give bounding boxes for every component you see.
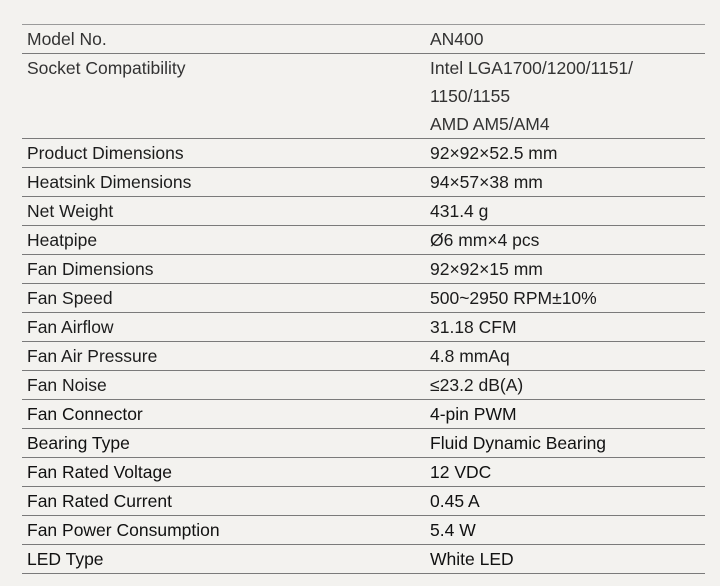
spec-label: Fan Airflow bbox=[22, 313, 425, 342]
spec-value-line: 92×92×15 mm bbox=[430, 259, 543, 279]
table-row-fan-rated-voltage bbox=[22, 458, 705, 487]
spec-label: Fan Air Pressure bbox=[22, 342, 425, 371]
table-row-product-dimensions bbox=[22, 139, 705, 168]
spec-label: Fan Rated Current bbox=[22, 487, 425, 516]
spec-value-line: ≤23.2 dB(A) bbox=[430, 375, 524, 395]
table-row-fan-speed bbox=[22, 284, 705, 313]
spec-value-line: 431.4 g bbox=[430, 201, 489, 221]
spec-label: LED Type bbox=[22, 545, 425, 574]
spec-value bbox=[425, 54, 705, 139]
table-row-fan-connector bbox=[22, 400, 705, 429]
spec-value bbox=[425, 284, 705, 313]
spec-label: Heatpipe bbox=[22, 226, 425, 255]
table-row-heatpipe bbox=[22, 226, 705, 255]
spec-value bbox=[425, 429, 705, 458]
spec-value bbox=[425, 545, 705, 574]
spec-value-line: 92×92×52.5 mm bbox=[430, 143, 558, 163]
spec-label: Heatsink Dimensions bbox=[22, 168, 425, 197]
spec-value-line: 5.4 W bbox=[430, 520, 476, 540]
table-row-bearing-type bbox=[22, 429, 705, 458]
spec-label: Model No. bbox=[22, 25, 425, 54]
spec-value-line: 12 VDC bbox=[430, 462, 492, 482]
spec-label: Product Dimensions bbox=[22, 139, 425, 168]
table-row-socket-compatibility bbox=[22, 54, 705, 139]
table-row-fan-airflow bbox=[22, 313, 705, 342]
spec-label: Fan Speed bbox=[22, 284, 425, 313]
spec-value-line: 4-pin PWM bbox=[430, 404, 517, 424]
table-row-fan-air-pressure bbox=[22, 342, 705, 371]
spec-value-line: 1150/1155 bbox=[430, 86, 511, 106]
table-row-model-no bbox=[22, 25, 705, 54]
spec-value-line: AMD AM5/AM4 bbox=[430, 114, 550, 134]
spec-value-line: 0.45 A bbox=[430, 491, 480, 511]
spec-value bbox=[425, 400, 705, 429]
spec-label: Fan Connector bbox=[22, 400, 425, 429]
spec-value-line: 94×57×38 mm bbox=[430, 172, 543, 192]
spec-value-line: 31.18 CFM bbox=[430, 317, 517, 337]
spec-value bbox=[425, 516, 705, 545]
spec-value bbox=[425, 226, 705, 255]
spec-value bbox=[425, 197, 705, 226]
table-row-fan-rated-current bbox=[22, 487, 705, 516]
spec-label: Fan Dimensions bbox=[22, 255, 425, 284]
spec-value bbox=[425, 342, 705, 371]
table-row-fan-dimensions bbox=[22, 255, 705, 284]
table-row-net-weight bbox=[22, 197, 705, 226]
spec-sheet bbox=[22, 24, 700, 574]
spec-label: Bearing Type bbox=[22, 429, 425, 458]
spec-label: Net Weight bbox=[22, 197, 425, 226]
table-row-heatsink-dimensions bbox=[22, 168, 705, 197]
spec-value-line: Intel LGA1700/1200/1151/ bbox=[430, 58, 634, 78]
table-row-led-type bbox=[22, 545, 705, 574]
spec-value bbox=[425, 25, 705, 54]
spec-value-line: 4.8 mmAq bbox=[430, 346, 510, 366]
spec-label: Fan Power Consumption bbox=[22, 516, 425, 545]
table-row-fan-noise bbox=[22, 371, 705, 400]
spec-value-line: White LED bbox=[430, 549, 514, 569]
table-row-fan-power-consumption bbox=[22, 516, 705, 545]
spec-value bbox=[425, 313, 705, 342]
spec-label: Fan Noise bbox=[22, 371, 425, 400]
specifications-table bbox=[22, 24, 705, 574]
spec-label: Fan Rated Voltage bbox=[22, 458, 425, 487]
spec-value-line: Fluid Dynamic Bearing bbox=[430, 433, 607, 453]
spec-value bbox=[425, 255, 705, 284]
spec-value bbox=[425, 168, 705, 197]
spec-label: Socket Compatibility bbox=[22, 54, 425, 139]
spec-value bbox=[425, 487, 705, 516]
spec-value bbox=[425, 371, 705, 400]
spec-value-line: AN400 bbox=[430, 29, 484, 49]
spec-value-line: Ø6 mm×4 pcs bbox=[430, 230, 540, 250]
spec-value-line: 500~2950 RPM±10% bbox=[430, 288, 597, 308]
spec-value bbox=[425, 139, 705, 168]
spec-value bbox=[425, 458, 705, 487]
